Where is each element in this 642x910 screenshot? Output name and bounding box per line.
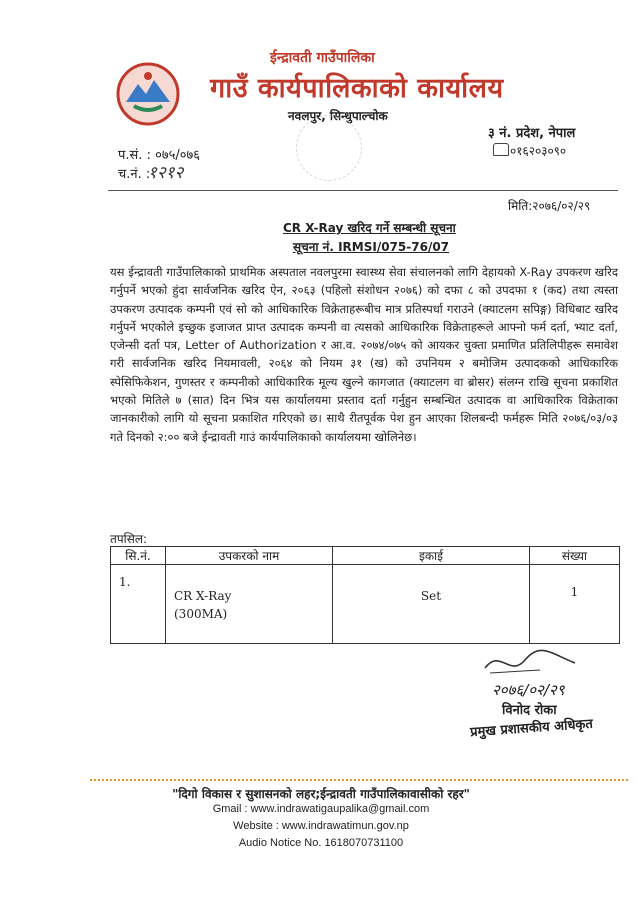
cell-serial: 1. (111, 565, 166, 644)
cell-unit (333, 565, 530, 644)
col-qty: संख्या (530, 547, 620, 565)
nepal-emblem-icon (116, 62, 180, 126)
header-divider (108, 190, 618, 191)
signatory-role: प्रमुख प्रशासकीय अधिकृत (469, 716, 594, 741)
dispatch-label: च.नं. : (118, 167, 151, 182)
table-row (111, 565, 620, 644)
qty-value: 1 (570, 585, 579, 599)
office-title: गाउँ कार्यपालिकाको कार्यालय (210, 73, 504, 104)
cell-item (166, 565, 333, 644)
cell-qty (530, 565, 620, 644)
items-table (110, 546, 620, 644)
table-header-row (111, 547, 620, 565)
col-item: उपकरको नाम (166, 547, 333, 565)
phone-number: ०१६२०३०९० (510, 144, 567, 158)
details-label: तपसिल: (110, 532, 148, 546)
item-spec: (300MA) (174, 607, 228, 621)
signature-scribble-icon (480, 648, 580, 678)
province: ३ नं. प्रदेश, नेपाल (488, 126, 576, 141)
phone-icon (493, 143, 509, 156)
footer-audio-notice: Audio Notice No. 1618070731100 (238, 837, 404, 849)
footer-gmail: Gmail : www.indrawatigaupalika@gmail.com (212, 803, 430, 815)
signatory-name: विनोद रोका (502, 703, 557, 718)
office-address: नवलपुर, सिन्धुपाल्चोक (288, 109, 388, 123)
reference-number: प.सं. : ०७५/०७६ (118, 148, 201, 163)
unit-value: Set (420, 589, 442, 603)
office-stamp-icon (296, 115, 362, 181)
col-serial: सि.नं. (111, 547, 166, 565)
footer-slogan: "दिगो विकास र सुशासनको लहर;ईन्द्रावती गाउँपालिकावासीको रहर" (172, 787, 470, 801)
notice-date: मिति:२०७६/०२/२९ (508, 199, 591, 213)
item-name: CR X-Ray (174, 589, 232, 603)
notice-body: यस ईन्द्रावती गाउँपालिकाको प्राथमिक अस्पताल नवलपुरमा स्वास्थ्य सेवा संचालनको लागि देहायको X-Ray उपकरण खरिद गर्नुपर्ने भएको हुंदा सार्वजनिक खरिद ऐन, २०६३ (पहिलो संशोधन २०७६) को दफा ८ को उपदफा १ (कद) तथा त्यस्ता उपकरण उत्पादक कम्पनी एवं सो को आधिकारिक विक्रेताहरूबीच मात्र प्रतिस्पर्धा गराउने (क्याटलग सपिङ्ग) विधिबाट खरिद गर्नुपर्ने भएकोले इच्छुक इजाजत प्राप्त उत्पादक कम्पनी वा त्यसको आधिकारिक विक्रेताहरूले आफ्नो फर्म दर्ता, भ्याट दर्ता, एजेन्सी दर्ता पत्र, Letter of Authorization र आ.व. २०७४/०७५ को आयकर चुक्ता प्रमाणित प्रतिलिपीहरू समावेश गरी सार्वजनिक खरिद नियमावली, २०६४ को नियम ३१ (ख) को उपनियम २ बमोजिम उत्पादकको आधिकारिक स्पेसिफिकेशन, गुणस्तर र कम्पनीको आधिकारिक मूल्य खुल्ने कागजात (क्याटलग वा ब्रोसर) संलग्न राखि सूचना प्रकाशित भएको मितिले ७ (सात) दिन भित्र यस कार्यालयमा प्रस्ताव दर्ता गर्नुहुन सम्बन्धित उत्पादक वा आधिकारिक विक्रेताका जानकारीको लागि यो सूचना प्रकाशित गरिएको छ। साथै रीतपूर्वक पेश हुन आएका शिलबन्दी फर्महरू मिति २०७६/०३/०३ गते दिनको २:०० बजे ईन्द्रावती गाउं कार्यपालिकाको कार्यालयमा खोलिनेछ। (110, 265, 618, 444)
footer-divider (90, 779, 628, 781)
office-name: ईन्द्रावती गाउँपालिका (270, 50, 375, 66)
dispatch-number: १२१२ (148, 163, 184, 183)
notice-title: CR X-Ray खरिद गर्ने सम्बन्धी सूचना (283, 221, 456, 235)
signature-date: २०७६/०२/२९ (492, 681, 565, 699)
col-unit: इकाई (333, 547, 530, 565)
notice-number: सूचना नं. IRMSI/075-76/07 (293, 240, 450, 254)
footer-website: Website : www.indrawatimun.gov.np (233, 820, 409, 832)
